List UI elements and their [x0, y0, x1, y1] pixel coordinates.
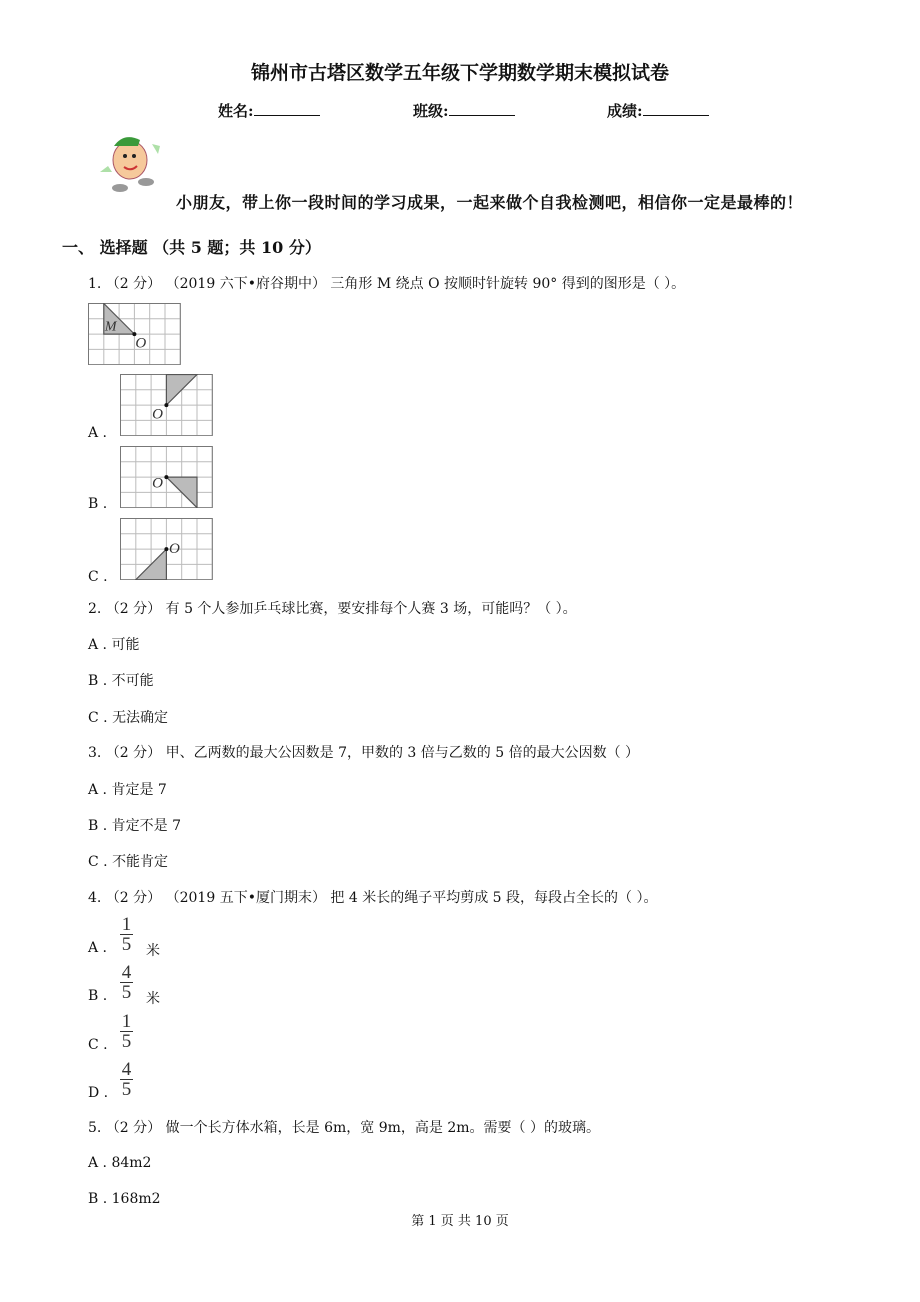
fraction: [120, 1061, 133, 1098]
question-figure: [88, 303, 181, 365]
point-o: [164, 547, 168, 551]
numerator: 1: [121, 914, 132, 935]
option-4b-label[interactable]: B .: [88, 988, 108, 1004]
numerator: 1: [121, 1011, 132, 1032]
name-label: 姓名:: [218, 102, 254, 120]
label-o: O: [135, 335, 147, 352]
question-1-stem: 1. （2 分） （2019 六下•府谷期中） 三角形 M 绕点 O 按顺时针旋转 90° 得到的图形是（ ）。: [88, 276, 686, 292]
option-2b[interactable]: B . 不可能: [88, 673, 154, 689]
class-label: 班级:: [413, 102, 449, 120]
option-b-figure[interactable]: [120, 446, 213, 508]
question-4-stem: 4. （2 分） （2019 五下•厦门期末） 把 4 米长的绳子平均剪成 5 段，每段占全长的（ ）。: [88, 890, 658, 906]
denominator: 5: [121, 982, 132, 1003]
intro-text: 小朋友，带上你一段时间的学习成果，一起来做个自我检测吧，相信你一定是最棒的！: [176, 193, 804, 212]
option-3c[interactable]: C . 不能肯定: [88, 854, 169, 870]
score-field: [607, 100, 709, 121]
fraction: [120, 964, 133, 1001]
option-3b[interactable]: B . 肯定不是 7: [88, 818, 181, 834]
option-2a[interactable]: A . 可能: [88, 637, 140, 653]
mascot-icon: [94, 130, 168, 196]
unit: 米: [146, 991, 160, 1007]
option-2c[interactable]: C . 无法确定: [88, 710, 169, 726]
fraction: [120, 916, 133, 953]
name-field: [218, 100, 320, 121]
score-label: 成绩:: [607, 102, 643, 120]
fraction: [120, 1013, 133, 1050]
option-4c-label[interactable]: C .: [88, 1037, 108, 1053]
option-1b[interactable]: B .: [88, 496, 108, 512]
option-1c[interactable]: C .: [88, 569, 108, 585]
unit: 米: [146, 943, 160, 959]
denominator: 5: [121, 1079, 132, 1100]
denominator: 5: [121, 1031, 132, 1052]
option-3a[interactable]: A . 肯定是 7: [88, 782, 167, 798]
page-footer: 第 1 页 共 10 页: [411, 1214, 509, 1229]
option-4a-label[interactable]: A .: [88, 940, 108, 956]
point-o: [164, 403, 168, 407]
option-5b[interactable]: B . 168m2: [88, 1191, 161, 1207]
option-4d-label[interactable]: D .: [88, 1085, 109, 1101]
label-m: M: [104, 319, 117, 335]
section-heading: 一、 选择题 （共 5 题；共 10 分）: [62, 238, 321, 257]
class-field: [413, 100, 515, 121]
label-o: O: [152, 406, 163, 423]
label-o: O: [152, 475, 163, 492]
numerator: 4: [121, 962, 132, 983]
label-o: O: [168, 541, 180, 558]
denominator: 5: [121, 934, 132, 955]
numerator: 4: [121, 1059, 132, 1080]
page-title: 锦州市古塔区数学五年级下学期数学期末模拟试卷: [250, 62, 669, 84]
option-1a[interactable]: A .: [88, 425, 108, 441]
option-c-figure[interactable]: [120, 518, 213, 580]
option-5a[interactable]: A . 84m2: [88, 1155, 152, 1171]
question-3-stem: 3. （2 分） 甲、乙两数的最大公因数是 7，甲数的 3 倍与乙数的 5 倍的最大公因数（ ）: [88, 745, 640, 761]
point-o: [164, 475, 168, 479]
question-5-stem: 5. （2 分） 做一个长方体水箱，长是 6m，宽 9m，高是 2m。需要（ ）的玻璃。: [88, 1120, 600, 1136]
option-a-figure[interactable]: [120, 374, 213, 436]
question-2-stem: 2. （2 分） 有 5 个人参加乒乓球比赛，要安排每个人赛 3 场，可能吗？（ ）。: [88, 601, 577, 617]
